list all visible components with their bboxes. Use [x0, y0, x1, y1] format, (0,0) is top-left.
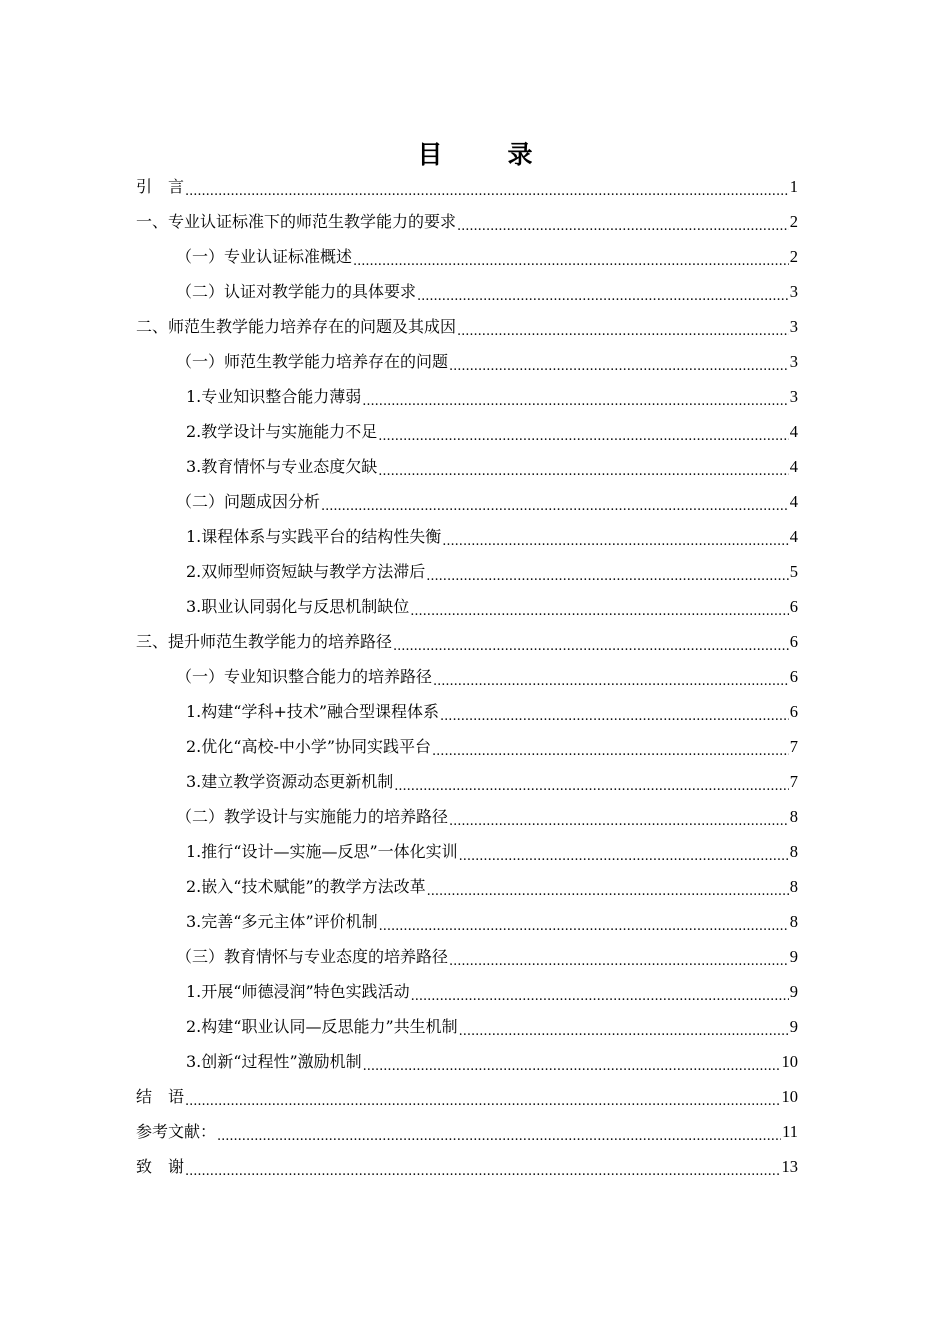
toc-leader-dots — [449, 355, 789, 375]
toc-entry[interactable] — [136, 169, 798, 204]
toc-entry[interactable] — [136, 204, 798, 239]
toc-entry[interactable] — [176, 484, 798, 519]
toc-entry-page: 2 — [789, 211, 798, 231]
toc-leader-dots — [449, 950, 789, 970]
toc-entry[interactable] — [136, 1149, 798, 1184]
toc-entry-label: 1.专业知识整合能力薄弱 — [186, 386, 362, 406]
toc-entry-label: 一、专业认证标准下的师范生教学能力的要求 — [136, 211, 457, 231]
toc-leader-dots — [459, 845, 789, 865]
toc-entry-label: 2.双师型师资短缺与教学方法滞后 — [186, 561, 426, 581]
toc-entry-label: （二）教学设计与实施能力的培养路径 — [176, 806, 449, 826]
toc-entry[interactable] — [186, 554, 798, 589]
toc-entry-page: 10 — [781, 1086, 798, 1106]
toc-leader-dots — [411, 985, 789, 1005]
toc-entry-label: 2.嵌入“技术赋能”的教学方法改革 — [186, 876, 426, 896]
toc-leader-dots — [379, 915, 789, 935]
toc-entry-page: 8 — [789, 911, 798, 931]
toc-leader-dots — [185, 1090, 780, 1110]
toc-entry[interactable] — [186, 589, 798, 624]
toc-entry-page: 6 — [789, 701, 798, 721]
toc-entry-label: （一）专业认证标准概述 — [176, 246, 353, 266]
toc-entry-label: 3.教育情怀与专业态度欠缺 — [186, 456, 378, 476]
toc-leader-dots — [442, 530, 788, 550]
toc-entry-page: 3 — [789, 316, 798, 336]
toc-entry-page: 9 — [789, 1016, 798, 1036]
toc-entry-label: （三）教育情怀与专业态度的培养路径 — [176, 946, 449, 966]
toc-entry[interactable] — [136, 624, 798, 659]
toc-entry[interactable] — [186, 1044, 798, 1079]
toc-entry[interactable] — [176, 239, 798, 274]
toc-leader-dots — [417, 285, 789, 305]
toc-entry-page: 10 — [781, 1051, 798, 1071]
toc-entry[interactable] — [176, 659, 798, 694]
toc-entry[interactable] — [176, 274, 798, 309]
toc-entry[interactable] — [176, 344, 798, 379]
toc-entry-page: 6 — [789, 631, 798, 651]
toc-entry-page: 5 — [789, 561, 798, 581]
toc-entry-label: 3.创新“过程性”激励机制 — [186, 1051, 362, 1071]
toc-entry[interactable] — [186, 694, 798, 729]
toc-leader-dots — [433, 670, 789, 690]
toc-entry[interactable] — [186, 904, 798, 939]
toc-entry[interactable] — [176, 799, 798, 834]
toc-entry-label: 2.优化“高校-中小学”协同实践平台 — [186, 736, 432, 756]
toc-leader-dots — [393, 635, 789, 655]
toc-leader-dots — [426, 565, 788, 585]
toc-leader-dots — [410, 600, 788, 620]
toc-entry-label: （二）认证对教学能力的具体要求 — [176, 281, 417, 301]
toc-entry-label: （二）问题成因分析 — [176, 491, 321, 511]
toc-entry-page: 6 — [789, 596, 798, 616]
toc-entry-label: 1.推行“设计—实施—反思”一体化实训 — [186, 841, 458, 861]
toc-entry-page: 7 — [789, 771, 798, 791]
toc-entry-label: 1.开展“师德浸润”特色实践活动 — [186, 981, 410, 1001]
toc-leader-dots — [378, 460, 788, 480]
toc-entry-page: 4 — [789, 491, 798, 511]
toc-entry-label: 2.教学设计与实施能力不足 — [186, 421, 378, 441]
toc-entry-label: （一）师范生教学能力培养存在的问题 — [176, 351, 449, 371]
toc-entry-label: 3.建立教学资源动态更新机制 — [186, 771, 394, 791]
toc-entry[interactable] — [186, 834, 798, 869]
toc-entry[interactable] — [186, 869, 798, 904]
page-title: 目 录 — [417, 140, 553, 169]
toc-entry-page: 13 — [781, 1156, 798, 1176]
toc-entry-page: 8 — [789, 841, 798, 861]
toc-entry[interactable] — [186, 974, 798, 1009]
toc-entry-page: 8 — [789, 876, 798, 896]
toc-entry[interactable] — [186, 414, 798, 449]
toc-leader-dots — [185, 180, 789, 200]
toc-leader-dots — [440, 705, 789, 725]
toc-entry[interactable] — [186, 379, 798, 414]
toc-entry-label: 结 语 — [136, 1086, 185, 1106]
toc-leader-dots — [217, 1125, 781, 1145]
toc-entry-page: 8 — [789, 806, 798, 826]
toc-entry-label: 引 言 — [136, 176, 185, 196]
toc-entry[interactable] — [186, 449, 798, 484]
toc-entry-page: 2 — [789, 246, 798, 266]
toc-leader-dots — [427, 880, 789, 900]
toc-leader-dots — [378, 425, 788, 445]
toc-entry[interactable] — [136, 1114, 798, 1149]
toc-leader-dots — [394, 775, 788, 795]
toc-entry-page: 9 — [789, 946, 798, 966]
toc-entry[interactable] — [136, 309, 798, 344]
toc-entry-label: 3.完善“多元主体”评价机制 — [186, 911, 378, 931]
toc-entry-page: 6 — [789, 666, 798, 686]
toc-entry-label: 致 谢 — [136, 1156, 185, 1176]
toc-entry-page: 4 — [789, 456, 798, 476]
toc-entry-page: 3 — [789, 386, 798, 406]
toc-entry-page: 3 — [789, 281, 798, 301]
toc-leader-dots — [362, 390, 788, 410]
toc-entry-page: 4 — [789, 526, 798, 546]
toc-leader-dots — [449, 810, 789, 830]
toc-entry[interactable] — [186, 1009, 798, 1044]
toc-entry[interactable] — [136, 1079, 798, 1114]
toc-entry-label: 三、提升师范生教学能力的培养路径 — [136, 631, 393, 651]
toc-entry-page: 1 — [789, 176, 798, 196]
toc-entry[interactable] — [186, 519, 798, 554]
toc-entry-page: 7 — [789, 736, 798, 756]
toc-entry-label: 1.课程体系与实践平台的结构性失衡 — [186, 526, 442, 546]
toc-entry-label: 参考文献： — [136, 1121, 217, 1141]
toc-leader-dots — [185, 1160, 780, 1180]
toc-entry[interactable] — [186, 729, 798, 764]
toc-entry[interactable] — [186, 764, 798, 799]
toc-leader-dots — [457, 215, 789, 235]
toc-leader-dots — [457, 320, 789, 340]
toc-leader-dots — [432, 740, 789, 760]
toc-entry-page: 9 — [789, 981, 798, 1001]
toc-entry-label: 2.构建“职业认同—反思能力”共生机制 — [186, 1016, 458, 1036]
toc-entry-label: （一）专业知识整合能力的培养路径 — [176, 666, 433, 686]
toc-entry-page: 4 — [789, 421, 798, 441]
toc-entry-page: 3 — [789, 351, 798, 371]
toc-leader-dots — [459, 1020, 789, 1040]
toc-leader-dots — [321, 495, 789, 515]
toc-leader-dots — [353, 250, 789, 270]
toc-leader-dots — [363, 1055, 781, 1075]
toc-entry-label: 1.构建“学科+技术”融合型课程体系 — [186, 701, 440, 721]
toc-entry[interactable] — [176, 939, 798, 974]
toc-entry-page: 11 — [782, 1121, 798, 1141]
toc-entry-label: 二、师范生教学能力培养存在的问题及其成因 — [136, 316, 457, 336]
toc-entry-label: 3.职业认同弱化与反思机制缺位 — [186, 596, 410, 616]
